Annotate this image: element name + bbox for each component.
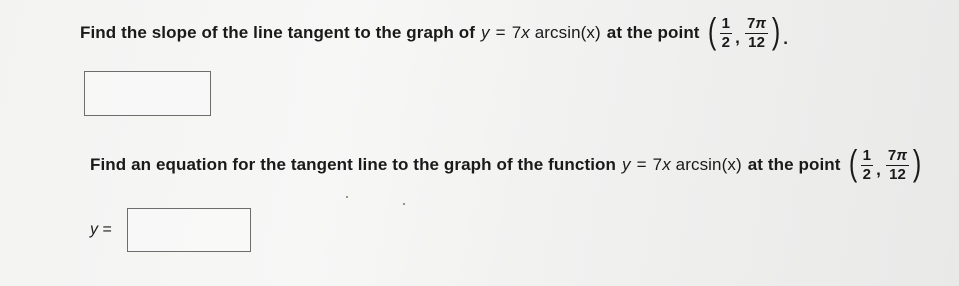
comma: , [735,28,740,48]
equation-coef: 7 [652,155,663,175]
question-2-point [847,142,924,184]
answer-label-y: y [90,221,98,238]
y-numerator-coef: 7 [746,15,756,32]
y-numerator-coef: 7 [887,147,897,164]
slope-answer-input[interactable] [84,71,211,116]
x-denominator: 2 [862,165,872,183]
equation-function: arcsin(x) [534,23,601,43]
equals-sign: = [495,23,506,43]
speck [346,196,348,198]
left-paren: ( [707,10,716,52]
equation-y: y [481,23,490,43]
y-numerator [745,16,768,34]
question-2-equation [622,155,742,175]
speck [403,203,405,205]
question-2-prompt: Find an equation for the tangent line to the graph of the function [90,155,617,175]
question-1-suffix: at the point [606,23,700,43]
y-fraction [886,148,909,183]
question-1-prompt: Find the slope of the line tangent to the graph of [80,23,476,43]
pi-symbol: π [755,15,767,32]
left-paren: ( [848,142,857,184]
y-denominator: 12 [748,33,766,51]
equation-coef: 7 [511,23,522,43]
answer-label-equals: = [102,221,112,238]
equation-x: x [521,23,530,43]
y-denominator: 12 [889,165,906,183]
x-numerator: 1 [862,147,872,164]
right-paren: ) [772,10,781,52]
pi-symbol: π [896,147,908,164]
x-fraction [720,16,732,51]
x-fraction [861,148,873,183]
question-1 [80,10,789,52]
equation-function: arcsin(x) [675,155,742,175]
question-2 [90,142,923,184]
period: . [783,29,789,49]
x-denominator: 2 [721,33,731,51]
equation-y: y [622,155,631,175]
right-paren: ) [912,142,922,184]
question-1-point [706,10,789,52]
x-numerator: 1 [721,15,731,32]
y-numerator [886,148,909,166]
tangent-line-answer-input[interactable] [127,208,251,252]
answer-label [90,221,112,239]
y-fraction [745,16,768,51]
equation-x: x [662,155,671,175]
question-2-suffix: at the point [747,155,841,175]
comma: , [876,160,881,180]
question-1-equation [481,23,601,43]
equals-sign: = [636,155,647,175]
